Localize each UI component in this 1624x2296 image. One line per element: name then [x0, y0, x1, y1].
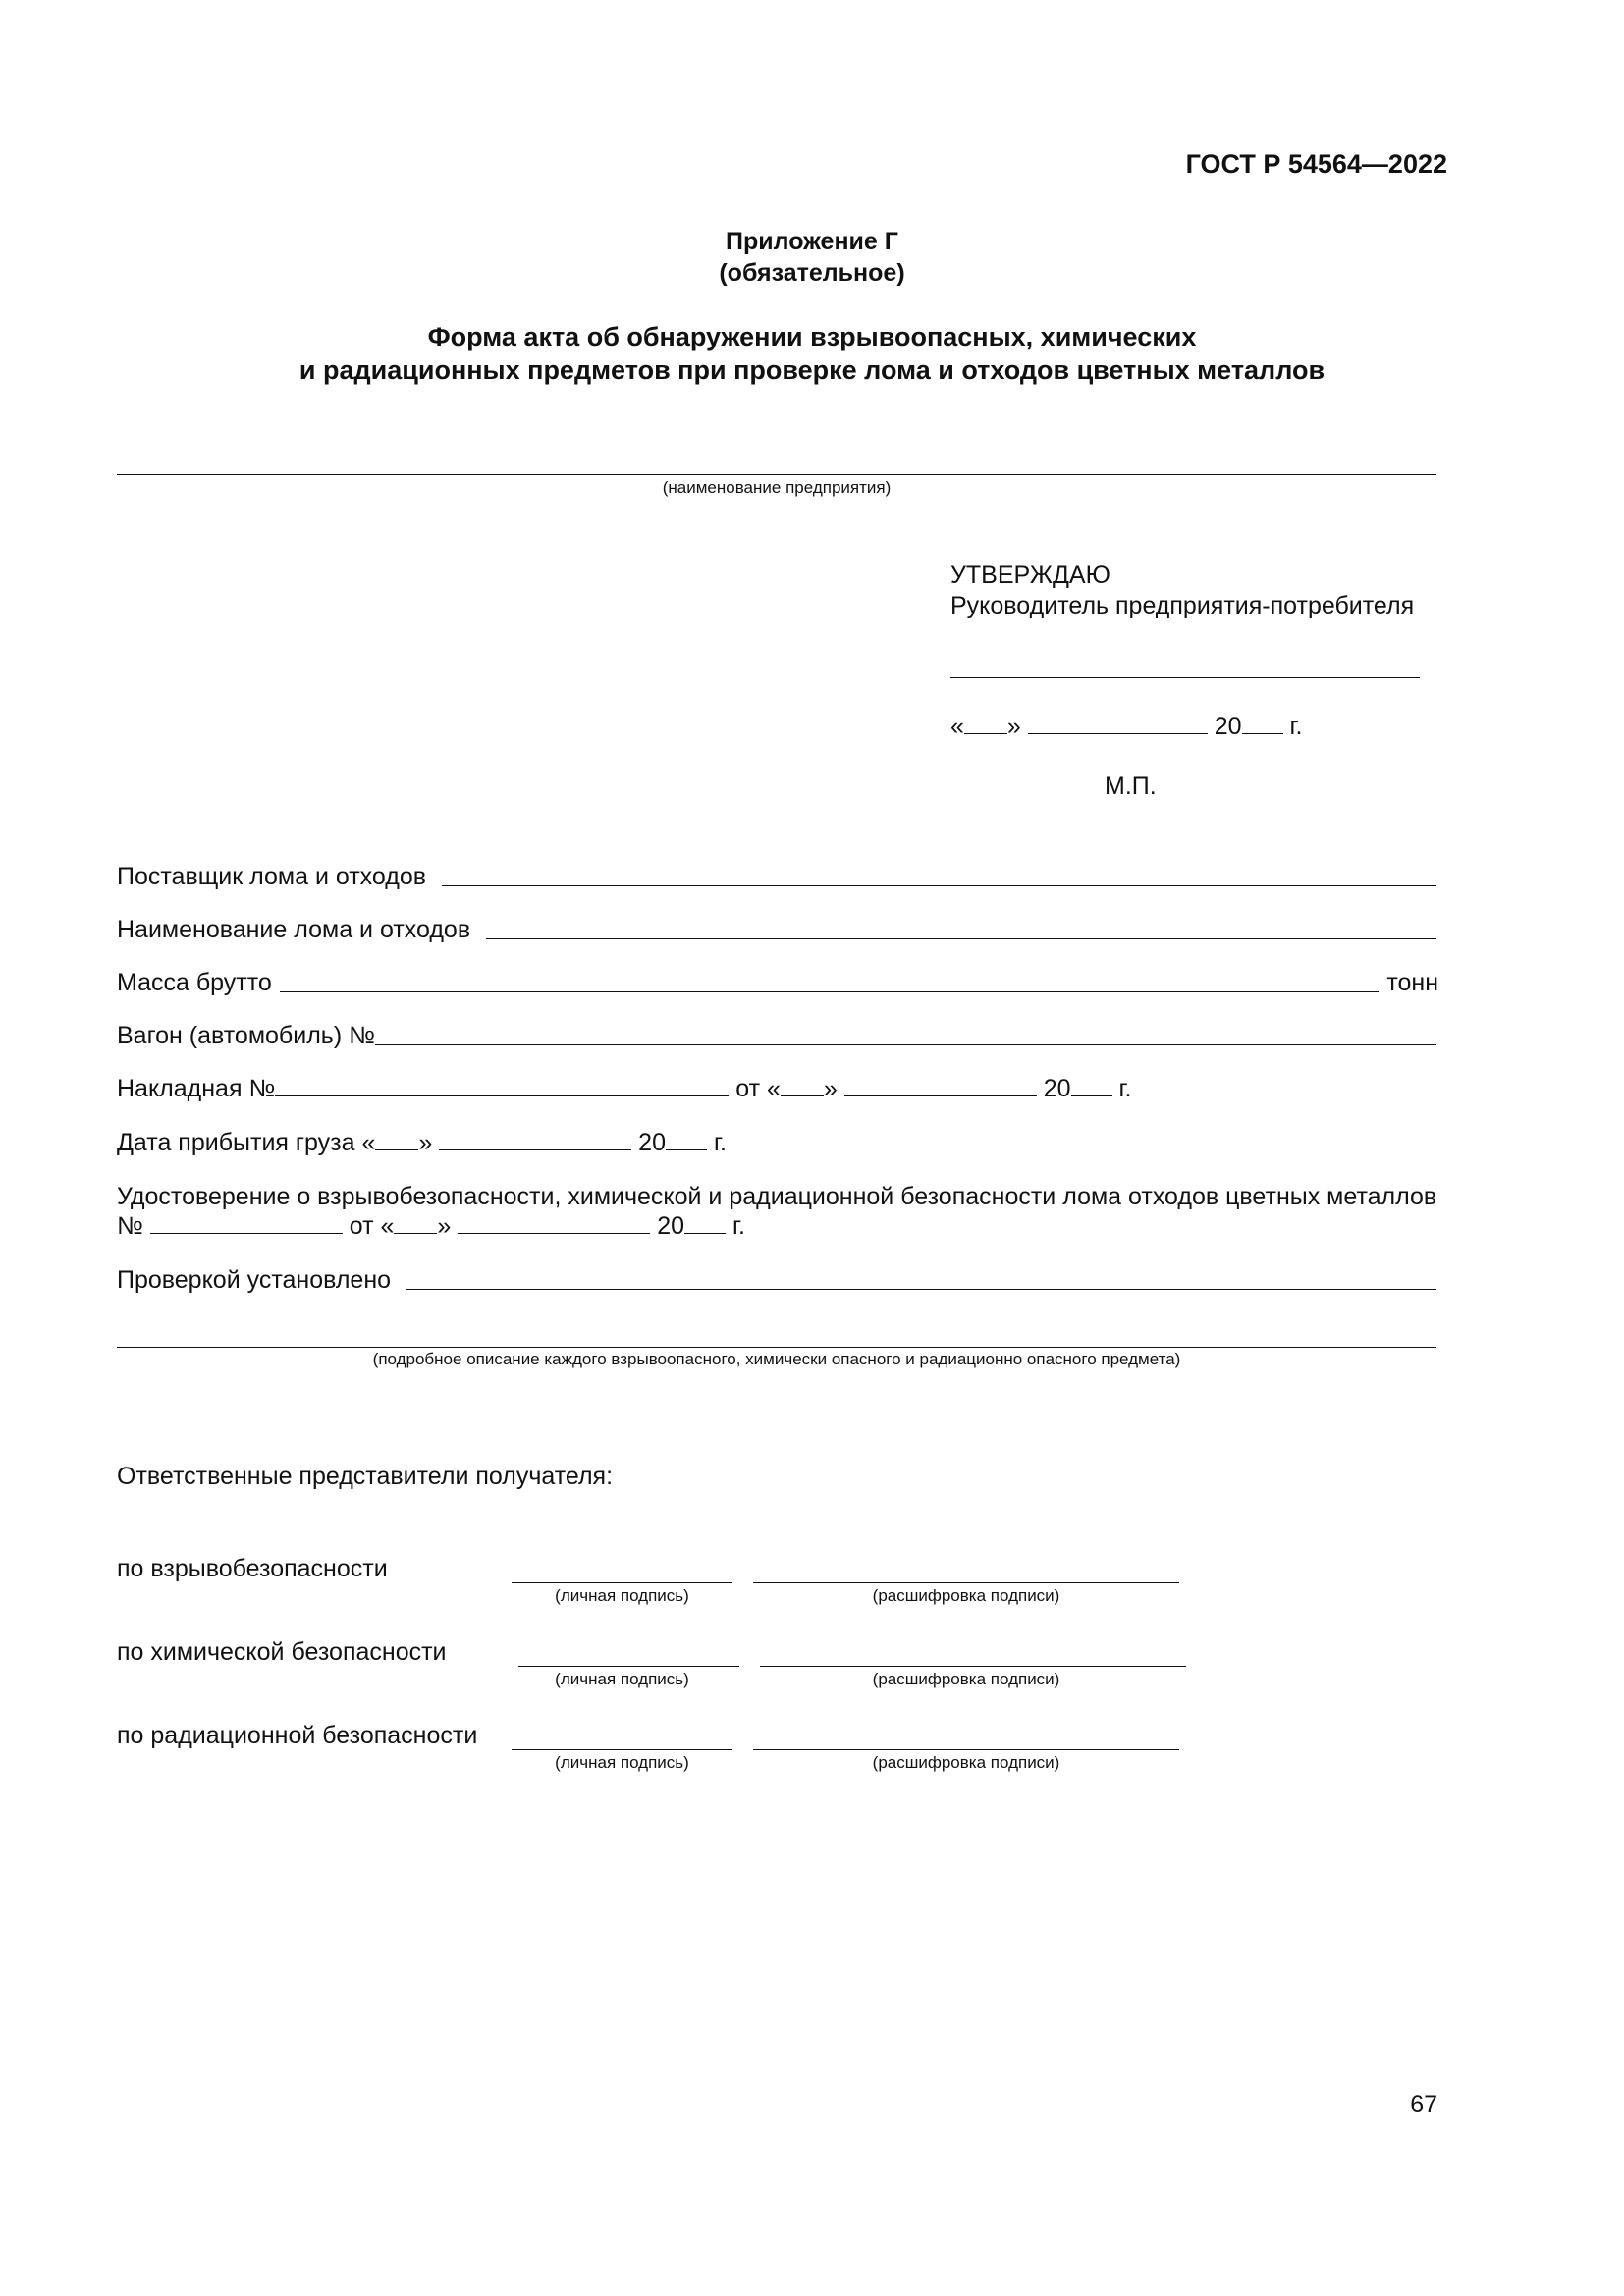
certificate-label: Удостоверение о взрывобезопасности, химической и радиационной безопасности лома отходов цветных металлов — [117, 1183, 1437, 1210]
arrival-row — [117, 1128, 727, 1157]
year-prefix: 20 — [1214, 713, 1242, 740]
approval-day-field[interactable] — [964, 714, 1007, 734]
arrival-year-suffix: г. — [713, 1129, 727, 1156]
scrap-name-row — [117, 915, 1436, 944]
number-sign: № — [117, 1212, 143, 1240]
rep-chemical-signature-field[interactable] — [518, 1666, 739, 1667]
rep-explosive-decoding-field[interactable] — [753, 1582, 1179, 1583]
stamp-label: М.П. — [1105, 773, 1157, 800]
waybill-year-field[interactable] — [1071, 1076, 1112, 1096]
representatives-title: Ответственные представители получателя: — [117, 1463, 614, 1490]
rep-radiation-label: по радиационной безопасности — [117, 1722, 478, 1749]
waybill-row — [117, 1074, 1131, 1103]
approve-label: УТВЕРЖДАЮ — [950, 561, 1110, 589]
approval-date — [950, 713, 1303, 741]
waybill-year-suffix: г. — [1118, 1075, 1132, 1102]
certificate-number-field[interactable] — [150, 1213, 343, 1234]
approver-signature-line[interactable] — [950, 677, 1420, 678]
rep-chemical-label: по химической безопасности — [117, 1638, 447, 1666]
approver-position: Руководитель предприятия-потребителя — [950, 592, 1415, 619]
waybill-day-field[interactable] — [781, 1076, 824, 1096]
arrival-year-field[interactable] — [666, 1130, 707, 1150]
enterprise-name-line[interactable] — [117, 474, 1436, 475]
rep-radiation-signature-field[interactable] — [512, 1749, 732, 1750]
arrival-quote-close: » — [418, 1129, 433, 1156]
quote-open: « — [950, 713, 964, 740]
check-result-row — [117, 1265, 1436, 1295]
wagon-row — [117, 1021, 1436, 1050]
gross-mass-field[interactable] — [280, 990, 1379, 992]
rep-radiation-signature-caption: (личная подпись) — [555, 1753, 689, 1772]
certificate-number-row — [117, 1211, 745, 1241]
form-title-line2: и радиационных предметов при проверке лома и отходов цветных металлов — [298, 355, 1326, 385]
arrival-month-field[interactable] — [439, 1130, 631, 1150]
wagon-label: Вагон (автомобиль) № — [117, 1022, 375, 1049]
waybill-year-prefix: 20 — [1043, 1075, 1071, 1102]
supplier-row — [117, 862, 1436, 891]
certificate-year-prefix: 20 — [657, 1212, 685, 1240]
arrival-year-prefix: 20 — [638, 1129, 666, 1156]
certificate-year-suffix: г. — [731, 1212, 745, 1240]
supplier-label: Поставщик лома и отходов — [117, 863, 427, 890]
approval-month-field[interactable] — [1028, 714, 1208, 734]
certificate-from: от « — [349, 1212, 395, 1240]
arrival-label: Дата прибытия груза « — [117, 1129, 376, 1156]
rep-explosive-signature-caption: (личная подпись) — [555, 1586, 689, 1605]
certificate-year-field[interactable] — [684, 1213, 726, 1234]
waybill-from: от « — [735, 1075, 781, 1102]
approval-year-field[interactable] — [1242, 714, 1283, 734]
description-caption: (подробное описание каждого взрывоопасного, химически опасного и радиационно опасного предмета) — [372, 1350, 1181, 1368]
certificate-quote-close: » — [437, 1212, 452, 1240]
arrival-day-field[interactable] — [375, 1130, 418, 1150]
quote-close: » — [1006, 713, 1021, 740]
waybill-label: Накладная № — [117, 1075, 276, 1102]
appendix-status: (обязательное) — [719, 259, 905, 287]
enterprise-caption: (наименование предприятия) — [662, 478, 892, 497]
certificate-month-field[interactable] — [458, 1213, 650, 1234]
year-suffix: г. — [1289, 713, 1303, 740]
document-code: ГОСТ Р 54564—2022 — [1185, 149, 1447, 179]
waybill-quote-close: » — [823, 1075, 838, 1102]
wagon-field[interactable] — [375, 1043, 1436, 1045]
rep-radiation-decoding-field[interactable] — [753, 1749, 1179, 1750]
gross-mass-unit: тонн — [1386, 969, 1438, 996]
rep-explosive-signature-field[interactable] — [512, 1582, 732, 1583]
rep-chemical-decoding-field[interactable] — [760, 1666, 1186, 1667]
form-title-line1: Форма акта об обнаружении взрывоопасных, химических — [427, 322, 1197, 351]
description-line[interactable] — [117, 1347, 1436, 1348]
check-result-field[interactable] — [406, 1288, 1436, 1290]
gross-mass-label: Масса брутто — [117, 969, 272, 996]
rep-explosive-label: по взрывобезопасности — [117, 1555, 388, 1582]
rep-explosive-decoding-caption: (расшифровка подписи) — [872, 1586, 1060, 1605]
certificate-day-field[interactable] — [394, 1213, 437, 1234]
rep-chemical-signature-caption: (личная подпись) — [555, 1670, 689, 1688]
scrap-name-label: Наименование лома и отходов — [117, 916, 471, 943]
appendix-title: Приложение Г — [726, 228, 898, 255]
gross-mass-row — [117, 968, 1438, 997]
supplier-field[interactable] — [442, 884, 1436, 886]
rep-radiation-decoding-caption: (расшифровка подписи) — [872, 1753, 1060, 1772]
rep-chemical-decoding-caption: (расшифровка подписи) — [872, 1670, 1060, 1688]
page-number: 67 — [1410, 2091, 1437, 2118]
scrap-name-field[interactable] — [486, 937, 1436, 939]
check-result-label: Проверкой установлено — [117, 1266, 392, 1294]
waybill-number-field[interactable] — [275, 1076, 729, 1096]
waybill-month-field[interactable] — [844, 1076, 1037, 1096]
